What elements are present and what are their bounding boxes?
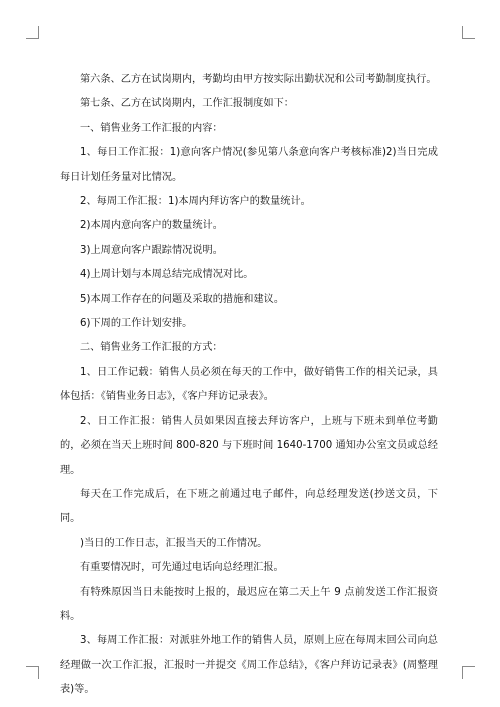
document-body xyxy=(60,68,438,703)
paragraph-weekly-field-report: 3、每周工作汇报：对派驻外地工作的销售人员，原则上应在每周末回公司向总经理做一次工作汇报，汇报时一并提交《周工作总结》，《客户拜访记录表》(周整理表)等。 xyxy=(60,635,438,696)
paragraph-weekly-item-2: 2)本周内意向客户的数量统计。 xyxy=(80,220,223,232)
crop-mark-bottom-right xyxy=(462,666,475,679)
paragraph-daily-report: 1、每日工作汇报：1)意向客户情况(参见第八条意向客户考核标准)2)当日完成每日计划任务量对比情况。 xyxy=(60,147,438,183)
paragraph-daily-record: 1、日工作记载：销售人员必须在每天的工作中，做好销售工作的相关记录，具体包括：《销售业务日志》，《客户拜访记录表》。 xyxy=(60,366,438,403)
paragraph-weekly-item-6: 6)下周的工作计划安排。 xyxy=(80,318,193,330)
paragraph-article-7: 第七条、乙方在试岗期内，工作汇报制度如下： xyxy=(80,98,294,110)
paragraph-phone-report: 有重要情况时，可先通过电话向总经理汇报。 xyxy=(80,562,284,574)
crop-mark-top-right xyxy=(462,26,475,39)
section-heading-report-content: 一、销售业务工作汇报的内容： xyxy=(80,122,223,134)
crop-mark-top-left xyxy=(26,26,39,39)
paragraph-daily-reporting: 2、日工作汇报：销售人员如果因直接去拜访客户，上班与下班未到单位考勤的，必须在当天上班时间 800-820 与下班时间 1640-1700 通知办公室文员或总经理。 xyxy=(60,415,438,476)
paragraph-article-6: 第六条、乙方在试岗期内，考勤均由甲方按实际出勤状况和公司考勤制度执行。 xyxy=(80,74,437,85)
paragraph-work-log: )当日的工作日志，汇报当天的工作情况。 xyxy=(80,537,268,549)
crop-mark-bottom-left xyxy=(26,666,39,679)
paragraph-weekly-item-5: 5)本周工作存在的问题及采取的措施和建议。 xyxy=(80,293,285,305)
section-heading-report-method: 二、销售业务工作汇报的方式： xyxy=(80,342,223,354)
paragraph-email-report: 每天在工作完成后，在下班之前通过电子邮件，向总经理发送(抄送文员，下同。 xyxy=(60,488,438,525)
paragraph-weekly-report: 2、每周工作汇报：1)本周内拜访客户的数量统计。 xyxy=(80,196,311,208)
paragraph-weekly-item-3: 3)上周意向客户跟踪情况说明。 xyxy=(80,244,223,256)
paragraph-weekly-item-4: 4)上周计划与本周总结完成情况对比。 xyxy=(80,269,254,281)
paragraph-late-report: 有特殊原因当日未能按时上报的，最迟应在第二天上午 9 点前发送工作汇报资料。 xyxy=(60,586,438,622)
